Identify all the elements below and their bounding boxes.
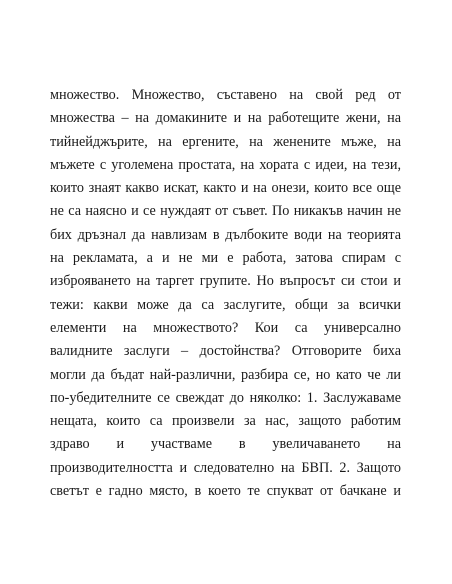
text-line: по-убедителните се свеждат до няколко: 1. Заслужаваме xyxy=(50,389,401,406)
text-line: които знаят какво искат, както и на онези, които все още xyxy=(50,180,401,197)
text-line: светът е гадно място, в което те спукват от бачкане и xyxy=(50,483,401,500)
text-line: множество. Множество, съставено на свой ред от xyxy=(50,87,401,103)
text-line: изброяването на таргет групите. Но въпросът си стои и xyxy=(50,273,401,290)
text-line: множества – на домакините и на работещите жени, на xyxy=(50,110,401,127)
body-text xyxy=(50,84,401,503)
text-line: на рекламата, а и не ми е работа, затова спирам с xyxy=(50,250,401,267)
text-line: мъжете с уголемена простата, на хората с идеи, на тези, xyxy=(50,156,401,173)
text-line: тежи: какви може да са заслугите, общи за всички xyxy=(50,296,401,313)
text-line: могли да бъдат най-различни, разбира се, но като че ли xyxy=(50,366,401,383)
text-line: валидните заслуги – достойнства? Отговорите биха xyxy=(50,343,401,360)
text-line: не са наясно и се нуждаят от съвет. По никакъв начин не xyxy=(50,203,401,220)
text-line: производителността и следователно на БВП. 2. Защото xyxy=(50,459,401,476)
text-line: бих дръзнал да навлизам в дълбоките води на теорията xyxy=(50,226,401,243)
text-line: нещата, които са произвели за нас, защото работим xyxy=(50,413,401,430)
text-line: здраво и участваме в увеличаването на xyxy=(50,436,401,453)
text-line: елементи на множеството? Кои са универсално xyxy=(50,319,401,336)
text-line: тийнейджърите, на ергените, на женените мъже, на xyxy=(50,133,401,150)
